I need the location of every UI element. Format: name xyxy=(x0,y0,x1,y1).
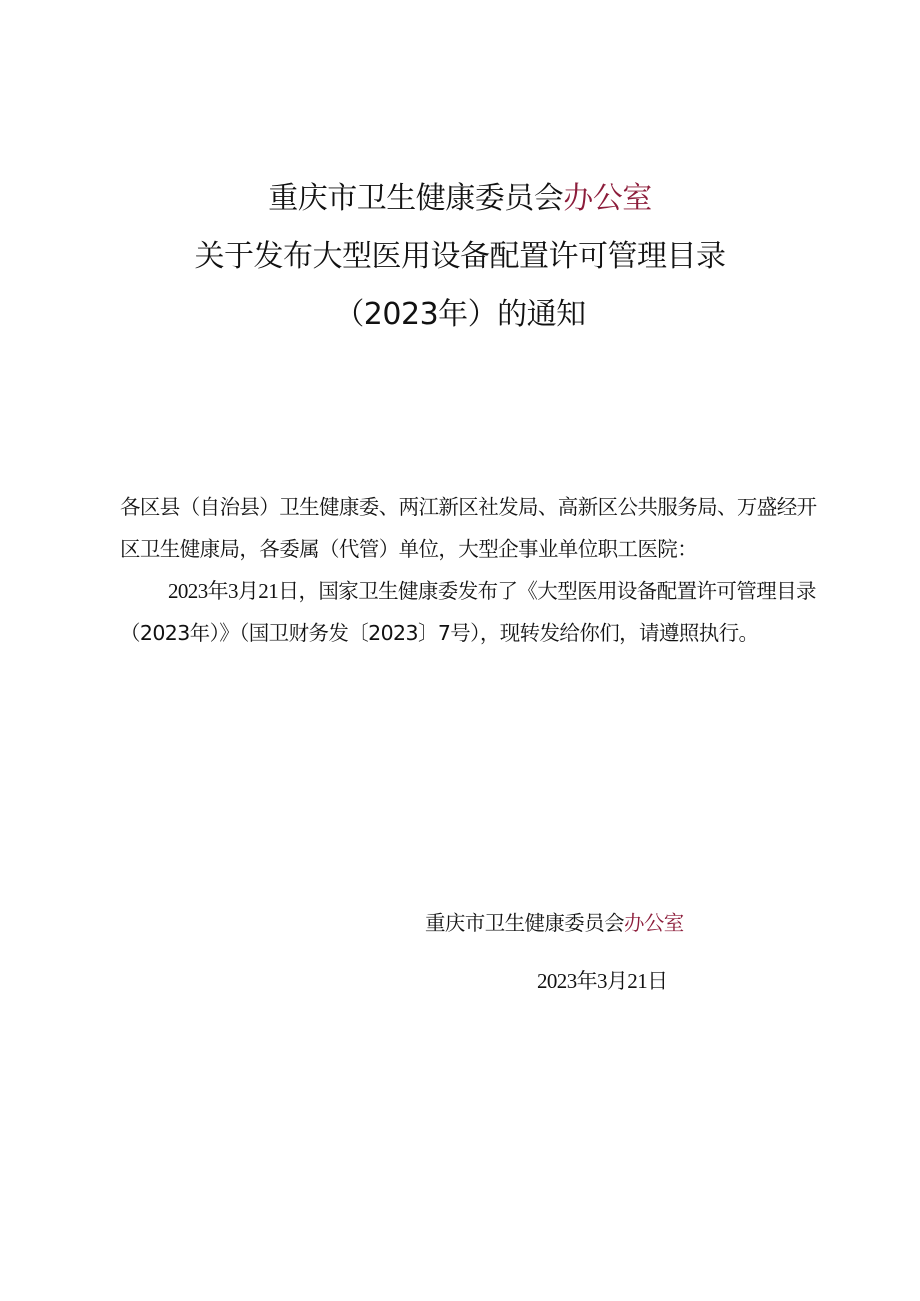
signature-date: 2023年3月21日 xyxy=(537,969,668,993)
title-line-1 xyxy=(0,170,920,228)
signature-org-office: 办公室 xyxy=(624,911,684,935)
addressee: 各区县（自治县）卫生健康委、两江新区社发局、高新区公共服务局、万盛经开区卫生健康局，各委属（代管）单位，大型企事业单位职工医院： xyxy=(120,495,817,561)
title-line-3: （2023年）的通知 xyxy=(334,297,586,332)
notice-body xyxy=(120,486,820,654)
title-line-2: 关于发布大型医用设备配置许可管理目录 xyxy=(194,239,726,274)
signature-org xyxy=(425,902,684,944)
notice-title xyxy=(0,170,920,344)
signature-org-name: 重庆市卫生健康委员会 xyxy=(425,911,624,935)
title-issuer-office: 办公室 xyxy=(563,181,652,216)
body-date: 2023年3月21日 xyxy=(168,579,299,603)
body-text: ，国家卫生健康委发布了《大型医用设备配置许可管理目录（2023年）》（国卫财务发〔2023〕7号），现转发给你们，请遵照执行。 xyxy=(120,579,816,645)
body-paragraph xyxy=(120,570,820,654)
title-issuer: 重庆市卫生健康委员会 xyxy=(268,181,564,216)
